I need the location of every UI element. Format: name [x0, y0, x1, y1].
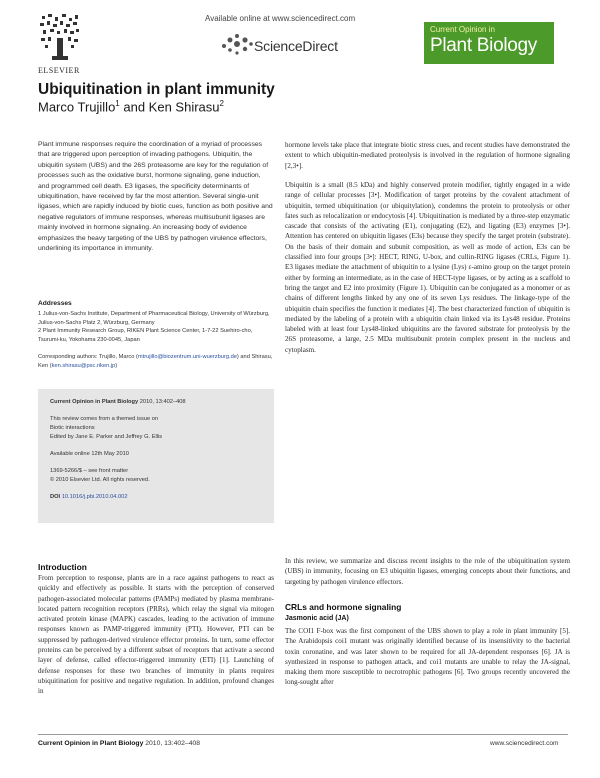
infobox-theme: Biotic interactions — [50, 425, 95, 431]
infobox-issn: 1369-5266/$ – see front matter — [50, 468, 129, 474]
address-1: 1 Julius-von-Sachs Institute, Department of Pharmaceutical Biology, University of Würzburg, Julius-von-Sachs Platz 2, Würzburg, Germany — [38, 311, 270, 326]
article-info-box — [38, 389, 274, 523]
author-separator: and — [119, 99, 149, 115]
addresses-heading: Addresses — [38, 300, 72, 307]
right-column-para-2 — [285, 180, 570, 355]
doi-label: DOI — [50, 494, 62, 500]
abstract-text: Plant immune responses require the coordination of a myriad of processes that are triggered upon perception of invading pathogens. Ubiquitin, the ubiquitin system (UBS) and the 26S proteasome are key for the regulation of processes such as the oxidative burst, hormone signaling, gene induction, and programmed cell death. E3 ligases, the specificity determinants of ubiquitination, have received by far the most attention. Several single-unit ligases, which are rapidly induced by biotic cues, function as both positive and negative regulators of immune responses, whereas multisubunit ligases are mainly involved in hormone signaling. An increasing body of evidence emphasizes the heavy targeting of the UBS by pathogen virulence effectors, underlining its importance in immunity. — [38, 141, 273, 253]
introduction-heading: Introduction — [38, 562, 87, 572]
infobox-journal: Current Opinion in Plant Biology — [50, 399, 139, 405]
article-title: Ubiquitination in plant immunity — [38, 81, 275, 98]
body-paragraph: The COI1 F-box was the first component of the UBS shown to play a role in plant immunity [5]. The Arabidopsis coi1 mutant was originally identified because of its insensitivity to the bacterial toxin coronatine, and was later shown to be required for all JA-dependent responses [6]. JA is synthesized in response to pathogen attack, and coi1 mutants are unable to relay the JA-signal, making them more susceptible to necrotrophic pathogens [6]. Two groups recently uncovered the long-sought after — [285, 627, 570, 687]
infobox-available: Available online 12th May 2010 — [50, 451, 129, 457]
author-2: Ken Shirasu — [148, 99, 220, 115]
email-link-2[interactable]: ken.shirasu@psc.riken.jp — [51, 362, 116, 369]
available-online-text: Available online at www.sciencedirect.com — [205, 14, 356, 23]
journal-banner-top: Current Opinion in — [430, 25, 495, 34]
corresponding-authors — [38, 353, 273, 370]
ja-subsection-heading: Jasmonic acid (JA) — [285, 615, 349, 622]
author-1-affiliation: 1 — [115, 99, 120, 108]
infobox-citation — [50, 399, 186, 405]
introduction-body — [38, 573, 274, 697]
author-1: Marco Trujillo — [38, 99, 116, 115]
corresponding-prefix: Corresponding authors: Trujillo, Marco ( — [38, 354, 138, 360]
crl-section-heading: CRLs and hormone signaling — [285, 602, 402, 612]
footer-url[interactable]: www.sciencedirect.com — [490, 740, 559, 747]
addresses — [38, 310, 273, 345]
infobox-copyright: © 2010 Elsevier Ltd. All rights reserved. — [50, 477, 150, 483]
introduction-text: From perception to response, plants are in a race against pathogens to react as quickly and effectively as possible. It starts with the perception of conserved pathogen-associated molecular patterns (PAMPs) mediated by plasma membrane-located pattern recognition receptors (PRRs), which relay the signal via mitogen activated protein kinase (MAPK) cascades, leading to the activation of immune responses known as PAMP-triggered immunity (PTI). However, PTI can be suppressed by pathogen-derived virulence effector proteins. In turn, some effector proteins can be perceived by a different subset of receptors that activate a second layer of defense, called effector-triggered immunity (ETI) [1]. Launching of defense responses for these two branches of immunity in plants requires ubiquitination for positive and negative regulation. In addition, profound changes in — [38, 574, 274, 696]
doi-link[interactable]: 10.1016/j.pbi.2010.04.002 — [61, 494, 128, 500]
body-paragraph: In this review, we summarize and discuss recent insights to the role of the ubiquitination system (UBS) in immunity, focusing on E3 ubiquitin ligases, emerging concepts about their functions, and targeting by pathogen virulence effectors. — [285, 557, 570, 586]
elsevier-wordmark: ELSEVIER — [38, 66, 80, 75]
elsevier-tree-logo — [38, 12, 82, 64]
right-column-para-1 — [285, 140, 570, 171]
corresponding-suffix: ) — [115, 362, 118, 369]
abstract — [38, 140, 273, 254]
email-link-1[interactable]: mtrujillo@biozentrum.uni-wuerzburg.de — [137, 354, 237, 360]
body-paragraph: Ubiquitin is a small (8.5 kDa) and highly conserved protein modifier, tightly engaged in a wide range of cellular processes [3•]. Modification of target proteins by the covalent attachment of ubiquitin, termed ubiquitination (or ubiquitylation), condemns the protein to proteolysis or other fates such as relocalization or endocytosis [4]. Ubiquitination is mediated by a three-step enzymatic cascade that consists of the activating (E1), conjugating (E2), and ligating (E3) enzymes [3•]. Attention has centered on ubiquitin ligases (E3s) because they specify the target protein (substrate). On the basis of their domain and subunit composition, as well as mode of action, E3s can be classified into four groups [3•]: HECT, RING, U-box, and cullin-RING ligases (CRLs, Figure 1). E3 ligases mediate the attachment of ubiquitin to a lysine (Lys) ε-amino group on the target protein either by forming an intermediate, as in the case of HECT-type ligases, or by acting as a scaffold to bring the target and E2 into proximity (Figure 1). Ubiquitin can be conjugated as a monomer or as chains of different lengths linked by any one of its seven Lys residues. The linkage-type of the ubiquitin chain specifies the function it mediates [4]. The best characterized function of ubiquitin is mediated by the labeling of a protein with a ubiquitin chain linked via its Lys48 residue. Proteins labeled with at least four Lys48-linked ubiquitins are the favored substrate for proteolysis by the 26S proteasome, a large, 2.5 MDa multisubunit protein complex present in the nucleus and cytoplasm. — [285, 181, 570, 354]
corresponding-mid: ) and Shirasu, Ken ( — [38, 354, 273, 369]
article-authors — [38, 99, 224, 114]
address-2: 2 Plant Immunity Research Group, RIKEN Plant Science Center, 1-7-22 Suehiro-cho, Tsurumi-ku, Yokohama 230-0045, Japan — [38, 328, 253, 344]
right-column-para-3 — [285, 556, 570, 587]
sciencedirect-wordmark: ScienceDirect — [254, 38, 338, 54]
infobox-doi — [50, 494, 127, 500]
body-paragraph: hormone levels take place that integrate biotic stress cues, and recent studies have demonstrated the extent to which ubiquitin-mediated proteolysis is involved in the regulation of hormone signaling [2,3•]. — [285, 141, 570, 170]
author-2-affiliation: 2 — [219, 99, 224, 108]
infobox-volume: 2010, 13:402–408 — [138, 399, 186, 405]
journal-banner-name: Plant Biology — [430, 35, 538, 56]
footer-journal: Current Opinion in Plant Biology — [38, 740, 144, 747]
right-column-para-4 — [285, 626, 570, 688]
footer-volume: 2010, 13:402–408 — [143, 740, 201, 747]
footer-divider — [38, 734, 568, 735]
footer-citation — [38, 740, 200, 747]
infobox-editors: Edited by Jane E. Parker and Jeffrey G. Ellis — [50, 434, 163, 440]
infobox-theme-intro: This review comes from a themed issue on — [50, 416, 159, 422]
